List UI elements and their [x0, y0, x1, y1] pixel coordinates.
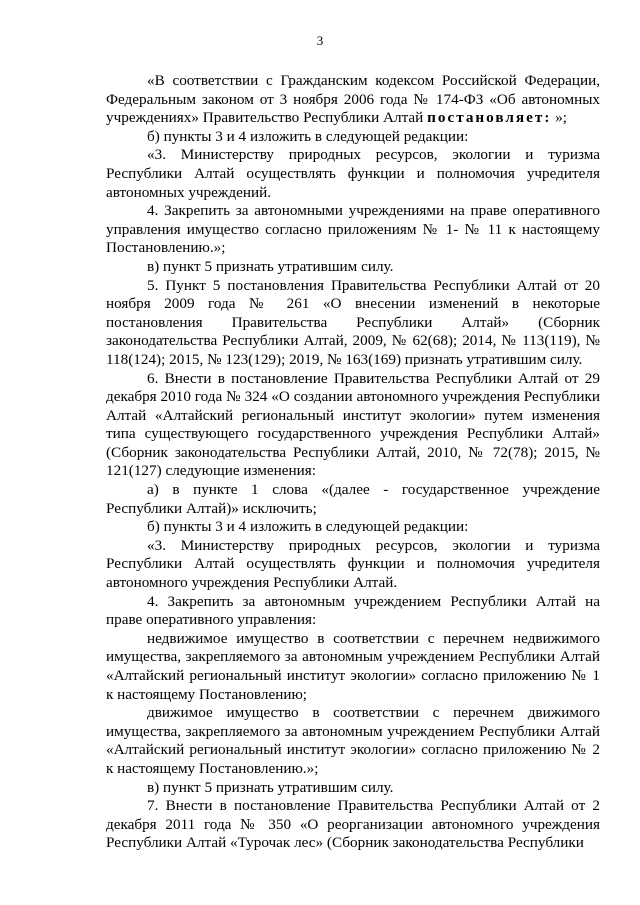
- paragraph: «3. Министерству природных ресурсов, экологии и туризма Республики Алтай осуществлять функции и полномочия учредителя автономного учреждения Республики Алтай.: [106, 536, 600, 592]
- paragraph: движимое имущество в соответствии с перечнем движимого имущества, закрепляемого за автономным учреждением Республики Алтай «Алтайский региональный институт экологии» согласно приложению № 2 к настоящему Постановлению.»;: [106, 704, 600, 777]
- paragraph: недвижимое имущество в соответствии с перечнем недвижимого имущества, закрепляемого за автономным учреждением Республики Алтай «Алтайский региональный институт экологии» согласно приложению № 1 к настоящему Постановлению;: [106, 629, 600, 703]
- paragraph: в) пункт 5 признать утратившим силу.: [147, 257, 394, 275]
- paragraph: «3. Министерству природных ресурсов, экологии и туризма Республики Алтай осуществлять функции и полномочия учредителя автономных учреждений.: [106, 146, 600, 201]
- emphasis-postanovlyaet: постановляет:: [427, 109, 552, 127]
- paragraph: 4. Закрепить за автономным учреждением Республики Алтай на праве оперативного управления:: [106, 592, 600, 629]
- paragraph: б) пункты 3 и 4 изложить в следующей редакции:: [147, 127, 469, 145]
- paragraph: а) в пункте 1 слова «(далее - государственное учреждение Республики Алтай)» исключить;: [106, 481, 600, 517]
- page-number: 3: [316, 33, 324, 48]
- paragraph: 5. Пункт 5 постановления Правительства Республики Алтай от 20 ноября 2009 года № 261 «О внесении изменений в некоторые постановления Правительства Республики Алтай» (Сборник законодательства Республики Алтай, 2009, № 62(68); 2014, № 113(119), № 118(124); 2015, № 123(129); 2019, № 163(169) признать утратившим силу.: [106, 276, 600, 368]
- paragraph-tail: »;: [551, 109, 568, 127]
- paragraph: 4. Закрепить за автономными учреждениями на праве оперативного управления имущество согласно приложениям № 1- № 11 к настоящему Постановлению.»;: [106, 202, 600, 257]
- document-body: [106, 72, 600, 853]
- paragraph-text: «В соответствии с Гражданским кодексом Российской Федерации, Федеральным законом от 3 ноября 2006 года № 174-ФЗ «Об автономных учреждениях» Правительство Республики Алтай: [106, 72, 600, 127]
- paragraph-intro: [106, 72, 600, 128]
- paragraph: б) пункты 3 и 4 изложить в следующей редакции:: [147, 518, 469, 536]
- paragraph: в) пункт 5 признать утратившим силу.: [147, 778, 394, 796]
- paragraph: 6. Внести в постановление Правительства Республики Алтай от 29 декабря 2010 года № 324 «О создании автономного учреждения Республики Алтай «Алтайский региональный институт экологии» путем изменения типа существующего государственного учреждения Республики Алтай» (Сборник законодательства Республики Алтай, 2010, № 72(78); 2015, № 121(127) следующие изменения:: [106, 369, 600, 480]
- paragraph: 7. Внести в постановление Правительства Республики Алтай от 2 декабря 2011 года № 350 «О реорганизации автономного учреждения Республики Алтай «Турочак лес» (Сборник законодательства Республики: [106, 797, 600, 852]
